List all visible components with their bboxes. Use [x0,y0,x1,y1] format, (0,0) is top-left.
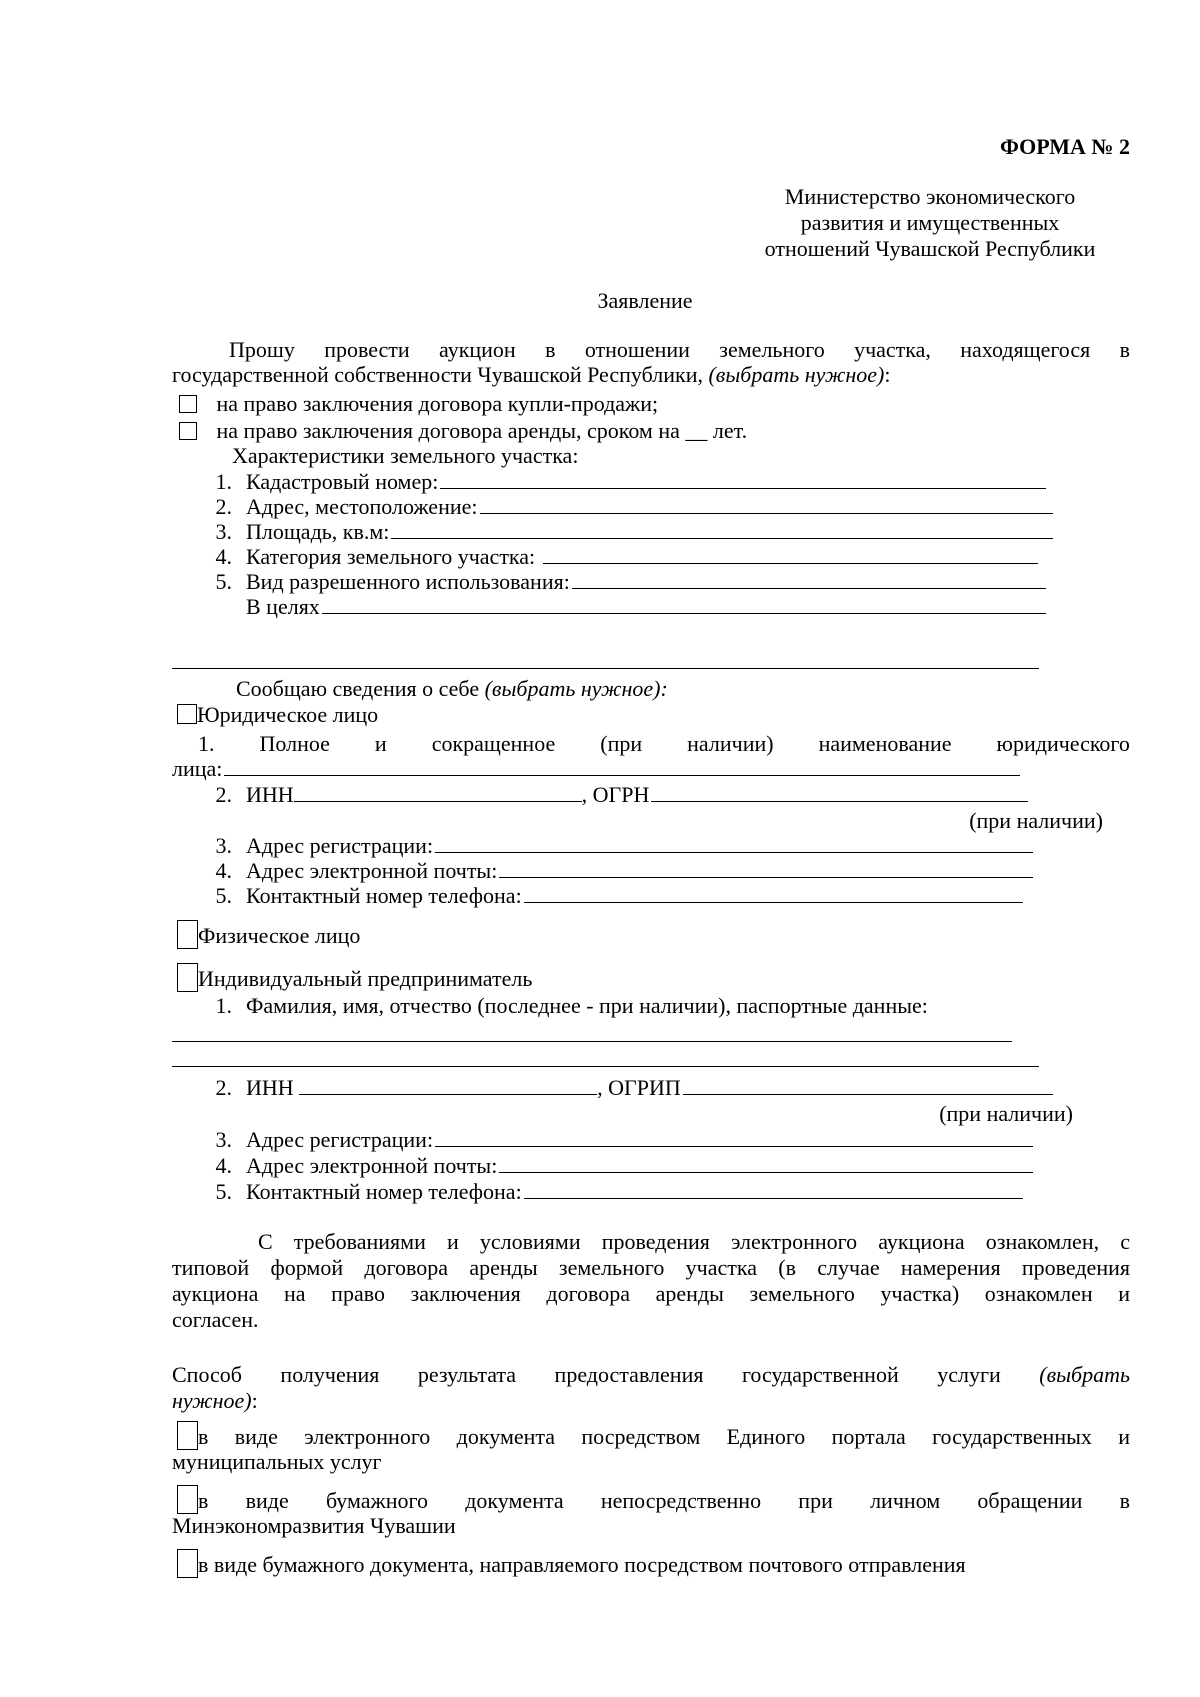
plot-field-usage [198,569,1046,595]
option-lease-label: на право заключения договора аренды, сроком на [216,418,680,443]
individual-checkbox[interactable] [177,920,198,949]
field-label: Адрес регистрации: [246,1127,434,1152]
acknowledgement-line-3: аукциона на право заключения договора аренды земельного участка) ознакомлен и [172,1281,1130,1306]
ip-fio-input-line-1[interactable] [172,1041,1012,1042]
in-person-checkbox[interactable] [177,1485,198,1514]
acknowledgement-line-2: типовой формой договора аренды земельного участка (в случае намерения проведения [172,1255,1130,1280]
legal-field-reg-address [198,833,1033,859]
legal-field-email [198,858,1033,884]
result-method-text: Способ получения результата предоставления государственной услуги [172,1362,1001,1387]
ip-fio-line [198,993,928,1019]
plot-field-cadastral [198,469,1046,495]
mail-checkbox[interactable] [177,1549,198,1578]
addressee-line-1: Министерство экономического [784,184,1076,209]
result-method-hint-suffix: : [251,1388,258,1413]
ogrip-label: , ОГРИП [597,1075,681,1100]
lease-term-blank[interactable]: __ [685,418,708,443]
field-number: 1. [215,469,232,494]
field-number: 4. [215,1153,232,1178]
result-option-label: в виде электронного документа посредством Единого портала государственных и [198,1424,1130,1449]
legal-name-num: 1. [198,731,215,756]
legal-field-phone [198,883,1023,909]
legal-name-word: и [374,731,387,756]
legal-name-word: наличии) [687,731,774,756]
individual-option[interactable] [177,920,360,949]
field-label: Контактный номер телефона: [246,1179,522,1204]
option-lease-suffix: лет. [712,418,748,443]
self-info-hint: (выбрать нужное): [484,676,668,701]
ogrn-label: , ОГРН [581,782,650,807]
legal-name-word: Полное [259,731,330,756]
field-number: 5. [215,569,232,594]
intro-hint-suffix: : [884,362,891,387]
inn-label: ИНН [246,782,294,807]
legal-name-cont [172,756,1020,782]
legal-name-cont-label: лица: [172,756,223,781]
field-label: Адрес электронной почты: [246,1153,498,1178]
legal-entity-checkbox[interactable] [177,704,197,724]
legal-name-line [198,731,1130,757]
document-title: Заявление [597,288,693,313]
individual-label: Физическое лицо [198,923,361,948]
field-label: Кадастровый номер: [246,469,439,494]
result-option-epgu-cont: муниципальных услуг [172,1449,382,1474]
result-method-hint-cont: нужное) [172,1388,252,1413]
option-purchase[interactable] [179,391,658,417]
self-info-text: Сообщаю сведения о себе [236,676,480,701]
result-method-line-2 [172,1388,258,1414]
ip-email-input[interactable] [499,1154,1033,1173]
addressee-line-3: отношений Чувашской Республики [764,236,1096,261]
ip-reg-address-input[interactable] [435,1128,1033,1147]
legal-name-word: (при [600,731,643,756]
intro-line-1: Прошу провести аукцион в отношении земельного участка, находящегося в [229,337,1130,362]
field-number: 2. [215,782,232,807]
field-label: Площадь, кв.м: [246,519,390,544]
entrepreneur-label: Индивидуальный предприниматель [198,966,533,991]
field-number: 5. [215,883,232,908]
ip-fio-label: Фамилия, имя, отчество (последнее - при наличии), паспортные данные: [246,993,928,1018]
intro-text: государственной собственности Чувашской Республики, [172,362,703,387]
self-info-heading [236,676,668,702]
acknowledgement-line-4: согласен. [172,1307,259,1332]
field-number: 2. [215,494,232,519]
field-number: 4. [215,544,232,569]
result-option-in-person-cont: Минэкономразвития Чувашии [172,1513,456,1538]
plot-field-address [198,494,1053,520]
legal-inn-input[interactable] [294,783,582,802]
intro-hint: (выбрать нужное) [708,362,885,387]
field-label: Адрес электронной почты: [246,858,498,883]
permitted-use-input[interactable] [572,570,1046,589]
acknowledgement-line-1: С требованиями и условиями проведения электронного аукциона ознакомлен, с [258,1229,1130,1254]
ip-fio-input-line-2[interactable] [172,1066,1039,1067]
ip-inn-input[interactable] [299,1076,597,1095]
plot-field-category [198,544,1038,570]
plot-area-input[interactable] [391,520,1053,539]
ip-inn-line [198,1075,1053,1101]
legal-name-word: наименование [818,731,952,756]
legal-entity-option[interactable] [177,702,378,728]
ip-field-phone [198,1179,1023,1205]
result-option-epgu[interactable] [177,1421,1130,1450]
form-number: ФОРМА № 2 [999,134,1130,159]
ip-field-reg-address [198,1127,1033,1153]
result-method-hint: (выбрать [1039,1362,1130,1387]
option-lease[interactable] [179,418,747,444]
result-option-label: в виде бумажного документа непосредственно при личном обращении в [198,1488,1130,1513]
result-option-mail[interactable] [177,1549,966,1578]
intro-line-2 [172,362,890,388]
field-label: Контактный номер телефона: [246,883,522,908]
legal-phone-input[interactable] [524,884,1023,903]
legal-email-input[interactable] [499,859,1033,878]
ip-phone-input[interactable] [524,1180,1023,1199]
field-number: 3. [215,1127,232,1152]
field-number: 3. [215,519,232,544]
legal-inn-line [198,782,1028,808]
plot-heading: Характеристики земельного участка: [232,443,579,468]
purpose-continuation-line[interactable] [172,668,1039,669]
plot-address-input[interactable] [480,495,1054,514]
entrepreneur-option[interactable] [177,963,532,992]
ogrip-note: (при наличии) [939,1101,1073,1126]
epgu-checkbox[interactable] [177,1421,198,1450]
purchase-checkbox[interactable] [179,395,197,413]
field-label: Категория земельного участка: [246,544,541,569]
field-label: Адрес, местоположение: [246,494,478,519]
legal-entity-label: Юридическое лицо [197,702,379,727]
lease-checkbox[interactable] [179,422,197,440]
field-number: 5. [215,1179,232,1204]
ogrn-note: (при наличии) [969,808,1103,833]
addressee-line-2: развития и имущественных [800,210,1060,235]
field-label: Вид разрешенного использования: [246,569,570,594]
cadastral-number-input[interactable] [440,470,1046,489]
legal-name-word: сокращенное [431,731,556,756]
result-option-label: в виде бумажного документа, направляемого посредством почтового отправления [198,1552,966,1577]
legal-reg-address-input[interactable] [435,834,1033,853]
plot-field-area [198,519,1053,545]
field-label: Адрес регистрации: [246,833,434,858]
field-number: 2. [215,1075,232,1100]
plot-field-purpose [246,594,1046,620]
purpose-label: В целях [246,594,320,619]
field-number: 1. [215,993,232,1018]
inn-label: ИНН [246,1075,300,1100]
entrepreneur-checkbox[interactable] [177,963,198,992]
field-number: 4. [215,858,232,883]
legal-name-word: юридического [996,731,1130,756]
result-method-line-1 [172,1362,1130,1388]
result-option-in-person[interactable] [177,1485,1130,1514]
plot-category-input[interactable] [543,545,1038,564]
legal-name-input[interactable] [224,757,1020,776]
purpose-input[interactable] [322,595,1046,614]
option-purchase-label: на право заключения договора купли-продажи; [216,391,659,416]
field-number: 3. [215,833,232,858]
ogrip-input[interactable] [683,1076,1053,1095]
ip-field-email [198,1153,1033,1179]
ogrn-input[interactable] [651,783,1028,802]
